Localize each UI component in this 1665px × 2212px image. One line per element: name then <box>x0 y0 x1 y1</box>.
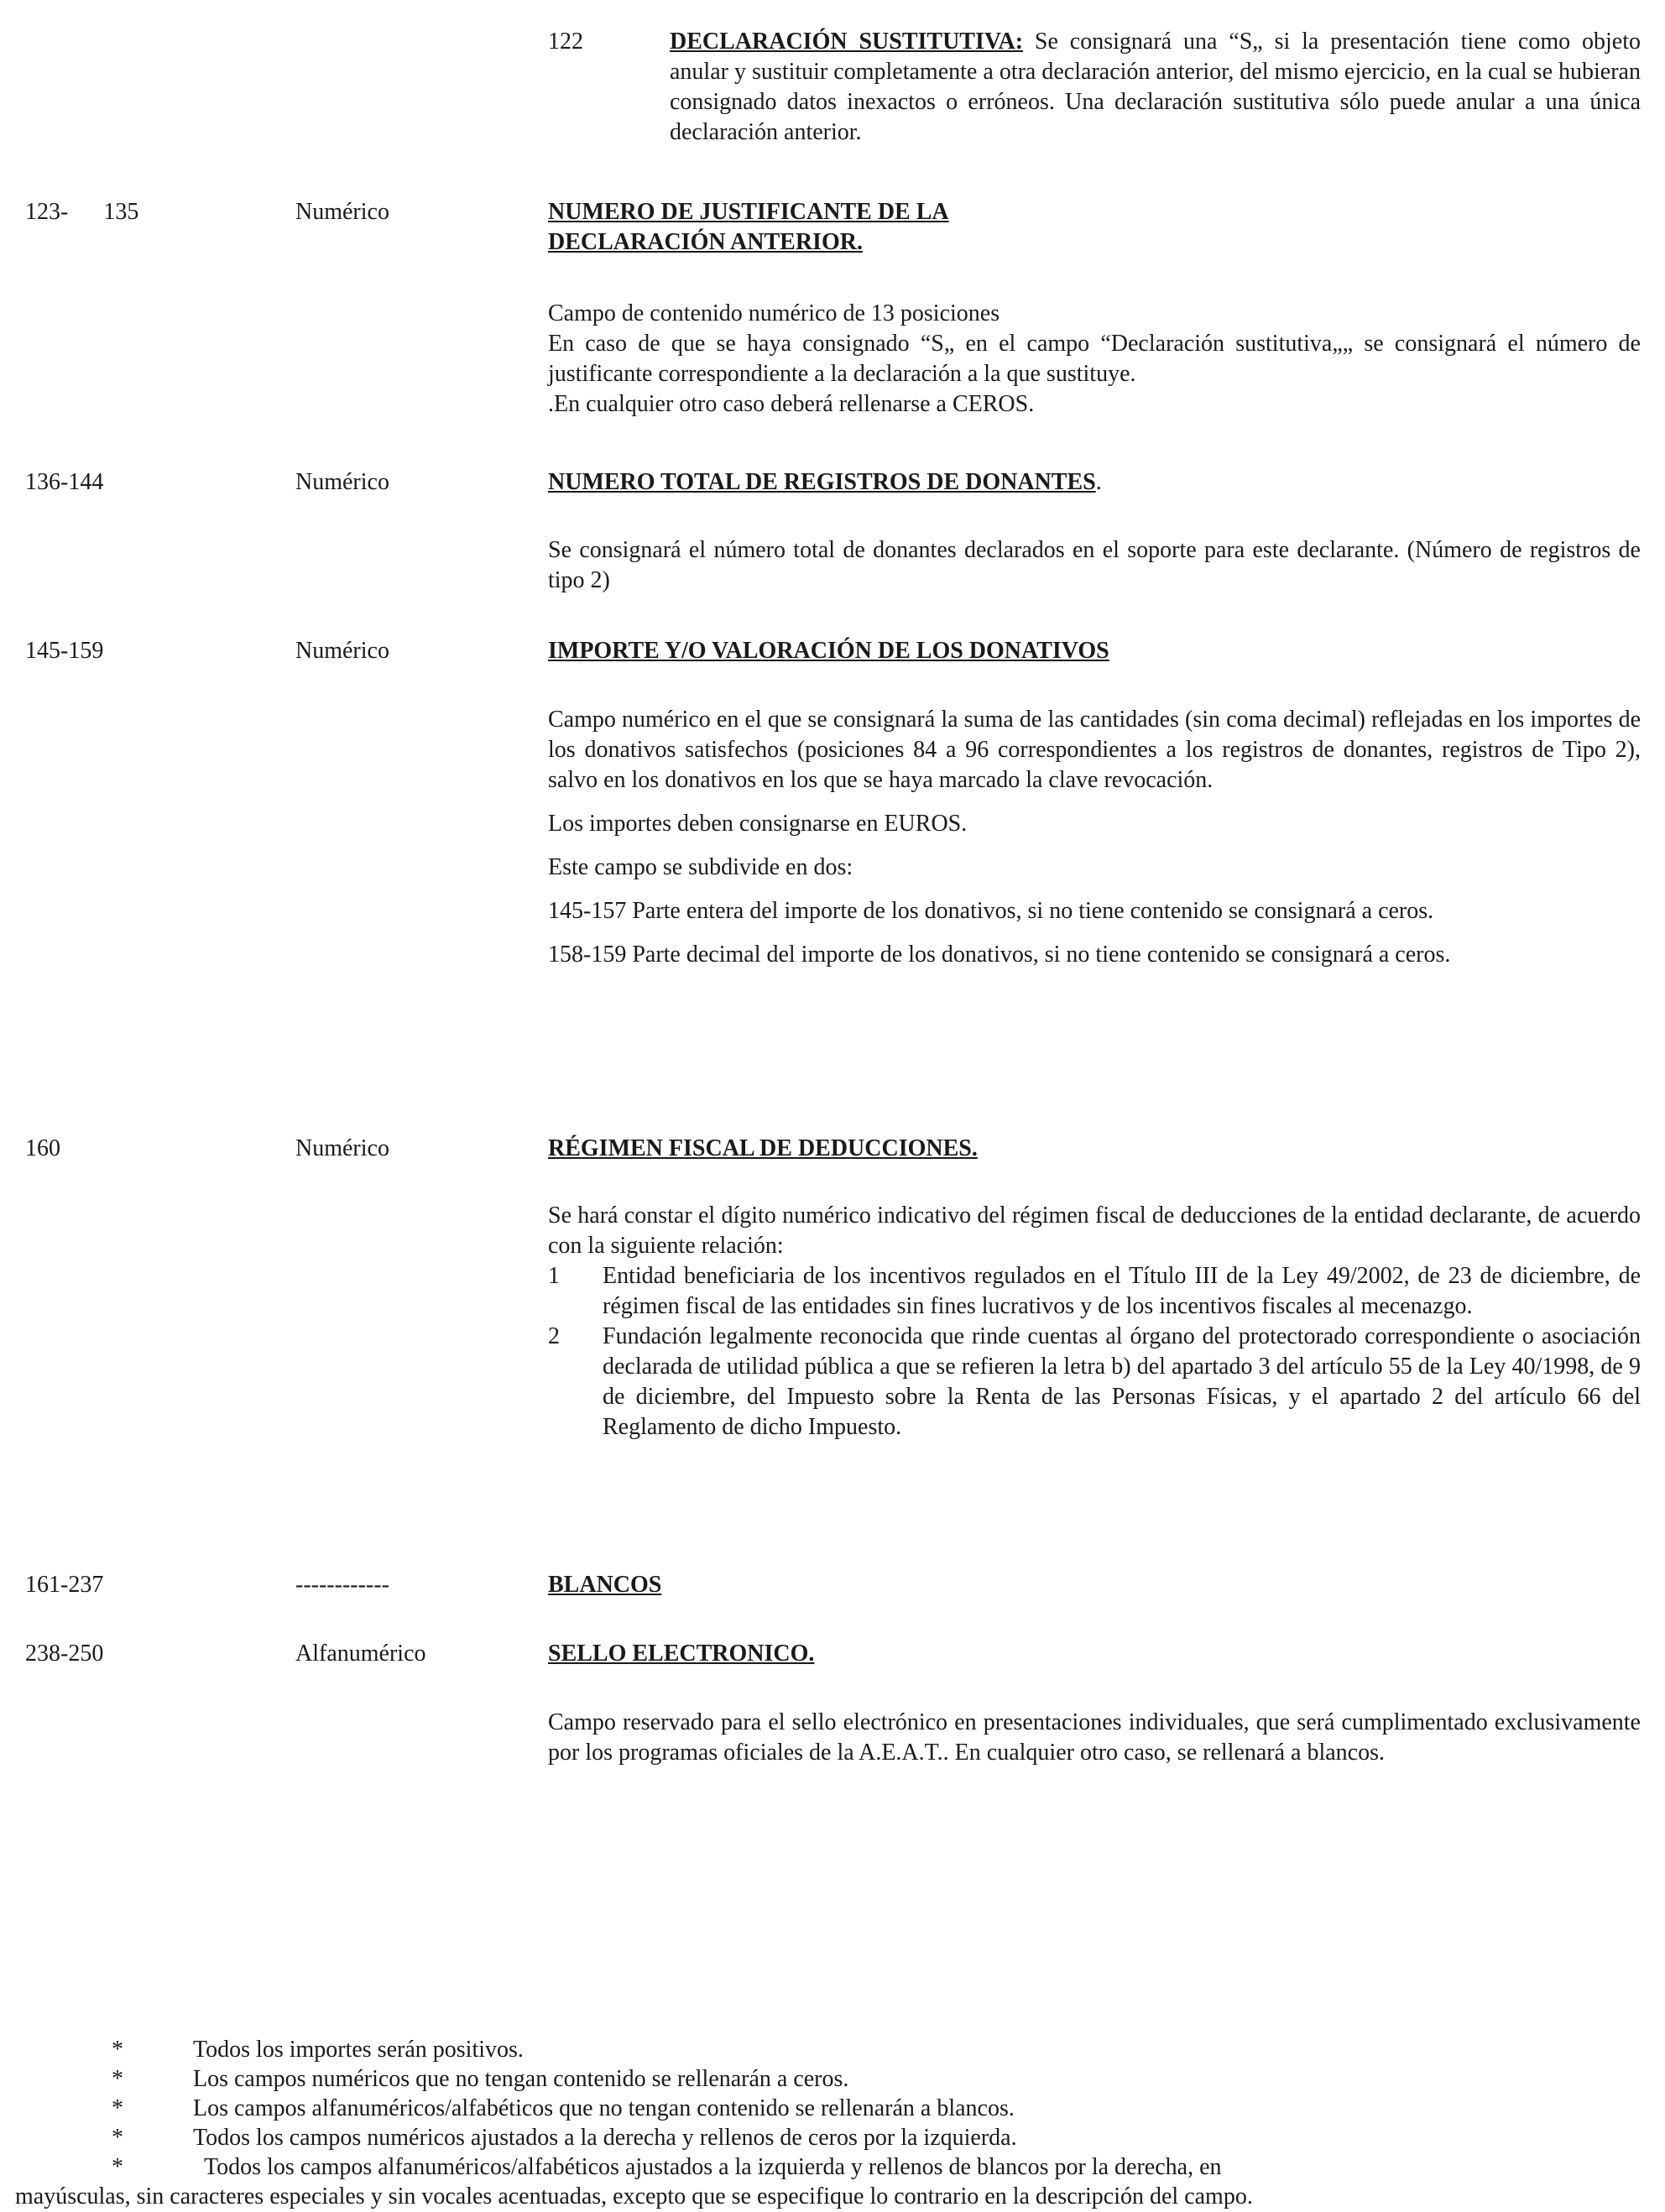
field-position-136: 136-144 <box>25 469 104 495</box>
field-type-161: ------------ <box>295 1572 389 1598</box>
paragraph-4: 145-157 Parte entera del importe de los donativos, si no tiene contenido se consignará a ceros. <box>548 898 1434 924</box>
field-text-declaracion-sustitutiva: Se consignará una “S„ si la presentación tiene como objeto anular y sustituir completamente a otra declaración anterior, del mismo ejercicio, en la cual se hubieran consignado datos inexactos o erróneos. Una declaración sustitutiva sólo puede anular a una única declaración anterior. <box>670 29 1641 145</box>
note-text: mayúsculas, sin caracteres especiales y sin vocales acentuadas, excepto que se especifique lo contrario en la descripción del campo. <box>15 2183 1253 2209</box>
field-type-160: Numérico <box>295 1135 389 1161</box>
asterisk: * <box>112 2095 123 2121</box>
field-type-145: Numérico <box>295 638 389 664</box>
list-item-text: Entidad beneficiaria de los incentivos regulados en el Título III de la Ley 49/2002, de 23 de diciembre, de régimen fiscal de las entidades sin fines lucrativos y de los incentivos fiscales al mecenazgo. <box>603 1263 1641 1319</box>
note-text: Todos los importes serán positivos. <box>193 2037 524 2063</box>
note-text: Todos los campos alfanuméricos/alfabéticos ajustados a la izquierda y rellenos de blancos por la derecha, en <box>204 2154 1222 2180</box>
list-item-text: Fundación legalmente reconocida que rinde cuentas al órgano del protectorado correspondiente o asociación declarada de utilidad pública a que se refieren la letra b) del apartado 3 del artículo 55 de la Ley 40/1998, de 9 de diciembre, del Impuesto sobre la Renta de las Personas Físicas, y el apartado 2 del artículo 66 del Reglamento de dicho Impuesto. <box>603 1323 1641 1440</box>
title-suffix: . <box>1095 469 1102 495</box>
paragraph-3: Este campo se subdivide en dos: <box>548 854 853 880</box>
field-position-122: 122 <box>548 29 583 55</box>
paragraph-1: Campo numérico en el que se consignará la suma de las cantidades (sin coma decimal) reflejadas en los importes de los donativos satisfechos (posiciones 84 a 96 correspondientes a los registros de donantes, registros de Tipo 2), salvo en los donativos en los que se haya marcado la clave revocación. <box>548 707 1641 793</box>
field-position-160: 160 <box>25 1135 60 1161</box>
list-item-number: 2 <box>548 1323 560 1349</box>
note-text: Todos los campos numéricos ajustados a la derecha y rellenos de ceros por la izquierda. <box>193 2125 1017 2151</box>
asterisk: * <box>112 2154 123 2180</box>
field-title-declaracion-sustitutiva: DECLARACIÓN SUSTITUTIVA: <box>670 29 1024 55</box>
field-position-238: 238-250 <box>25 1641 104 1667</box>
asterisk: * <box>112 2125 123 2151</box>
list-item <box>548 1322 1641 1442</box>
text-line-1: Campo de contenido numérico de 13 posiciones <box>548 300 1000 326</box>
text-line-3: .En cualquier otro caso deberá rellenarse a CEROS. <box>548 391 1035 417</box>
position-start: 123- <box>25 199 69 225</box>
field-type-123: Numérico <box>295 199 389 225</box>
field-title-numero-total-registros <box>548 467 1641 498</box>
field-type-238: Alfanumérico <box>295 1641 426 1667</box>
field-text-importe-donativos <box>548 705 1641 983</box>
paragraph-2: Los importes deben consignarse en EUROS. <box>548 811 968 837</box>
field-text-numero-total-registros: Se consignará el número total de donantes declarados en el soporte para este declarante. (Número de registros de tipo 2) <box>548 537 1641 593</box>
field-title-blancos: BLANCOS <box>548 1572 662 1598</box>
field-title-regimen-fiscal: RÉGIMEN FISCAL DE DEDUCCIONES. <box>548 1135 978 1161</box>
field-position-145: 145-159 <box>25 638 104 664</box>
field-text-sello-electronico: Campo reservado para el sello electrónico en presentaciones individuales, que será cumplimentado exclusivamente por los programas oficiales de la A.E.A.T.. En cualquier otro caso, se rellenará a blancos. <box>548 1709 1641 1766</box>
asterisk: * <box>112 2066 123 2092</box>
field-description-declaracion-sustitutiva <box>670 27 1641 148</box>
title-line-2: DECLARACIÓN ANTERIOR. <box>548 229 863 255</box>
note-text: Los campos numéricos que no tengan contenido se rellenarán a ceros. <box>193 2066 849 2092</box>
asterisk: * <box>112 2037 123 2063</box>
position-end: 135 <box>103 199 139 225</box>
list-item-number: 1 <box>548 1263 560 1289</box>
field-text-regimen-fiscal <box>548 1201 1641 1442</box>
field-title-sello-electronico: SELLO ELECTRONICO. <box>548 1641 815 1667</box>
field-title-numero-justificante <box>548 197 1641 258</box>
field-position-123 <box>25 197 138 227</box>
note-text: Los campos alfanuméricos/alfabéticos que no tengan contenido se rellenarán a blancos. <box>193 2095 1015 2121</box>
intro-text: Se hará constar el dígito numérico indicativo del régimen fiscal de deducciones de la entidad declarante, de acuerdo con la siguiente relación: <box>548 1203 1641 1259</box>
field-position-161: 161-237 <box>25 1572 104 1598</box>
title-text: NUMERO TOTAL DE REGISTROS DE DONANTES <box>548 469 1096 495</box>
field-title-importe-donativos: IMPORTE Y/O VALORACIÓN DE LOS DONATIVOS <box>548 638 1109 664</box>
title-line-1: NUMERO DE JUSTIFICANTE DE LA <box>548 199 949 225</box>
text-line-2: En caso de que se haya consignado “S„ en el campo “Declaración sustitutiva„„ se consignará el número de justificante correspondiente a la declaración a la que sustituye. <box>548 331 1641 387</box>
list-item <box>548 1261 1641 1322</box>
field-type-136: Numérico <box>295 469 389 495</box>
field-text-numero-justificante <box>548 299 1641 420</box>
paragraph-5: 158-159 Parte decimal del importe de los donativos, si no tiene contenido se consignará a ceros. <box>548 942 1451 968</box>
